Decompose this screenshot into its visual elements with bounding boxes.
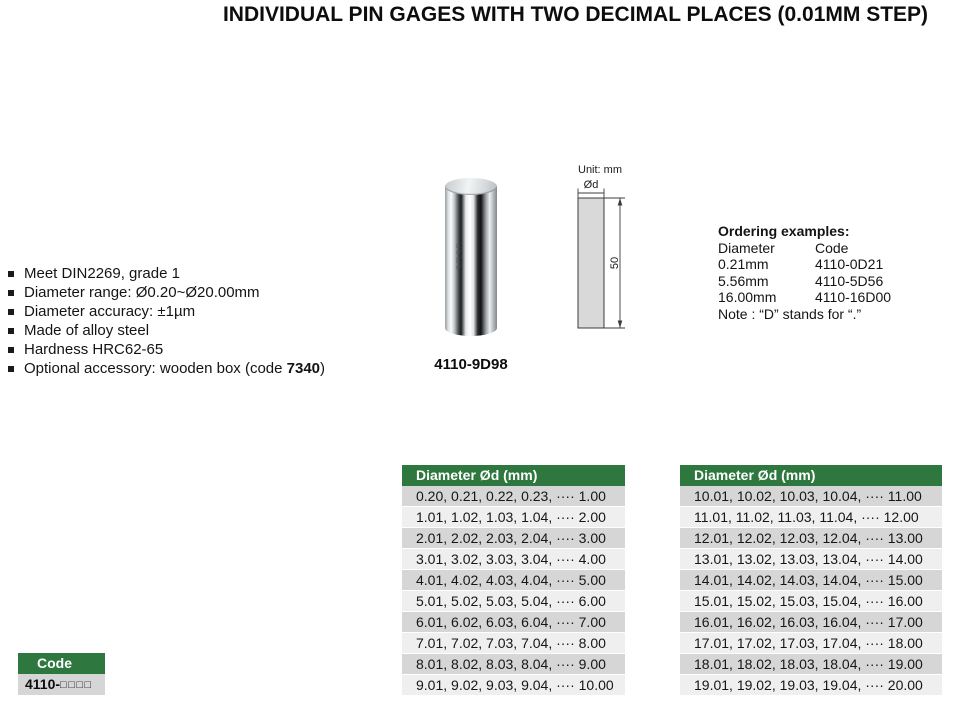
table-row: 12.01, 12.02, 12.03, 12.04, ···· 13.00 [680, 528, 942, 549]
ordering-row [718, 256, 891, 273]
feature-text: ) [320, 360, 326, 377]
table-row: 1.01, 1.02, 1.03, 1.04, ···· 2.00 [402, 507, 625, 528]
table-row: 5.01, 5.02, 5.03, 5.04, ···· 6.00 [402, 591, 625, 612]
table-row: 8.01, 8.02, 8.03, 8.04, ···· 9.00 [402, 654, 625, 675]
diameter-table-2 [680, 465, 942, 696]
table-row: 3.01, 3.02, 3.03, 3.04, ···· 4.00 [402, 549, 625, 570]
length-dim-label: 50 [609, 256, 621, 270]
feature-text: Optional accessory: wooden box (code [24, 360, 287, 377]
table-row: 9.01, 9.02, 9.03, 9.04, ···· 10.00 [402, 675, 625, 696]
page-title: INDIVIDUAL PIN GAGES WITH TWO DECIMAL PLACES (0.01MM STEP) [222, 3, 929, 26]
ordering-code: 4110-0D21 [815, 256, 884, 272]
table-row: 16.01, 16.02, 16.03, 16.04, ···· 17.00 [680, 612, 942, 633]
table-row: 15.01, 15.02, 15.03, 15.04, ···· 16.00 [680, 591, 942, 612]
table-row: 13.01, 13.02, 13.03, 13.04, ···· 14.00 [680, 549, 942, 570]
ordering-diameter: 5.56mm [718, 272, 769, 289]
pin-gage-photo [445, 178, 497, 338]
pin-engraving: 9D98 [455, 242, 466, 270]
feature-item: Diameter accuracy: ±1µm [8, 302, 325, 321]
diameter-table-1 [402, 465, 625, 696]
ordering-header-row [718, 240, 891, 257]
feature-item: Diameter range: Ø0.20~Ø20.00mm [8, 283, 325, 302]
code-placeholder-squares: □□□□ [60, 679, 93, 691]
table-row: 18.01, 18.02, 18.03, 18.04, ···· 19.00 [680, 654, 942, 675]
ordering-code: 4110-16D00 [815, 289, 892, 305]
table-row: 14.01, 14.02, 14.03, 14.04, ···· 15.00 [680, 570, 942, 591]
table-row: 4.01, 4.02, 4.03, 4.04, ···· 5.00 [402, 570, 625, 591]
dimension-diagram [555, 156, 635, 338]
pin-top-face [445, 178, 497, 195]
table-header: Diameter Ød (mm) [402, 465, 625, 486]
table-row: 6.01, 6.02, 6.03, 6.04, ···· 7.00 [402, 612, 625, 633]
arrowhead-up [618, 198, 623, 206]
table-row: 2.01, 2.02, 2.03, 2.04, ···· 3.00 [402, 528, 625, 549]
table-body [402, 486, 625, 696]
ordering-note: Note : “D” stands for “.” [718, 305, 862, 322]
ordering-diameter: 0.21mm [718, 256, 769, 272]
feature-item: Made of alloy steel [8, 321, 325, 340]
ordering-code: 4110-5D56 [815, 272, 884, 289]
product-code-label: 4110-9D98 [434, 356, 508, 373]
ordering-title: Ordering examples: [718, 223, 850, 239]
table-row: 17.01, 17.02, 17.03, 17.04, ···· 18.00 [680, 633, 942, 654]
code-block [18, 653, 105, 695]
pin-cylinder [445, 186, 497, 336]
features-list [8, 264, 325, 378]
code-prefix: 4110- [25, 676, 61, 692]
table-row: 7.01, 7.02, 7.03, 7.04, ···· 8.00 [402, 633, 625, 654]
code-block-header: Code [18, 653, 105, 674]
ordering-diameter: 16.00mm [718, 289, 777, 305]
feature-item-optional-accessory [8, 359, 325, 378]
code-block-value [18, 674, 105, 695]
ordering-col-diameter: Diameter [718, 239, 775, 256]
table-header: Diameter Ød (mm) [680, 465, 942, 486]
table-row: 11.01, 11.02, 11.03, 11.04, ···· 12.00 [680, 507, 942, 528]
diameter-dim-label: Ød [583, 179, 599, 191]
ordering-row [718, 289, 891, 306]
ordering-row [718, 273, 891, 290]
table-row: 10.01, 10.02, 10.03, 10.04, ···· 11.00 [680, 486, 942, 507]
table-row: 0.20, 0.21, 0.22, 0.23, ···· 1.00 [402, 486, 625, 507]
table-body [680, 486, 942, 696]
unit-label: Unit: mm [578, 164, 622, 176]
table-row: 19.01, 19.02, 19.03, 19.04, ···· 20.00 [680, 675, 942, 696]
accessory-code: 7340 [286, 360, 321, 377]
feature-item: Meet DIN2269, grade 1 [8, 264, 325, 283]
ordering-col-code: Code [815, 239, 849, 256]
arrowhead-down [618, 321, 623, 329]
pin-side-view [578, 198, 604, 328]
feature-item: Hardness HRC62-65 [8, 340, 325, 359]
ordering-examples [718, 223, 891, 322]
